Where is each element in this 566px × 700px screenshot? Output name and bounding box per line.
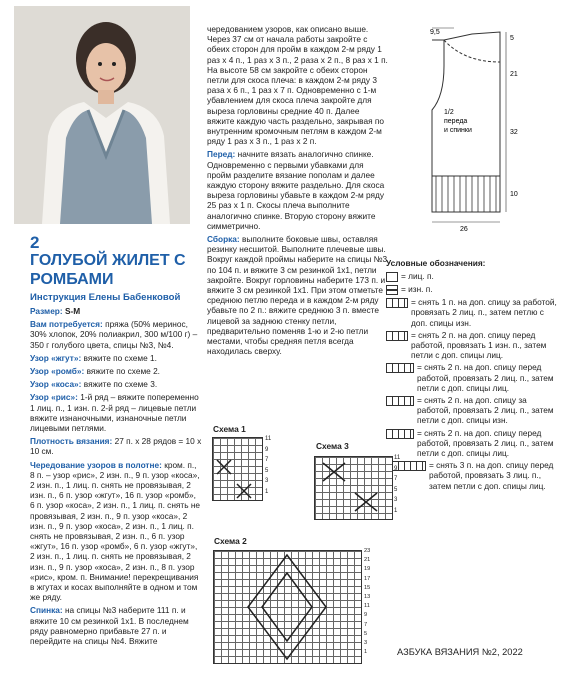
legend-item: = снять 2 п. на доп. спицу перед работой, провязать 2 лиц. п., затем петли с доп. спицы лиц. bbox=[386, 428, 558, 459]
dim-shoulder: 9,5 bbox=[430, 29, 440, 36]
schema-1-grid bbox=[212, 437, 263, 501]
schema-3-rownums: 11 9 7 5 3 1 bbox=[394, 455, 401, 514]
magazine-footer: АЗБУКА ВЯЗАНИЯ №2, 2022 bbox=[397, 647, 523, 657]
legend-item: = снять 2 п. на доп. спицу перед работой, провязать 2 лиц. п., затем петли с доп. спицы лиц. bbox=[386, 362, 558, 393]
legend-item: = снять 2 п. на доп. спицу за работой, провязать 2 лиц. п., затем петли с доп. спицы изн. bbox=[386, 395, 558, 426]
legend-item: = снять 1 п. на доп. спицу за работой, провязать 2 лиц. п., затем петлю с доп. спицы изн. bbox=[386, 297, 558, 328]
dim-armhole: 21 bbox=[510, 71, 518, 78]
legend-item: = лиц. п. bbox=[386, 271, 558, 282]
instructions-column-2: чередованием узоров, как описано выше. Через 37 см от начала работы закройте с обеих сторон для пройм в каждом 2-м ряду 1 раз х 4 п., 1 раз х 3 п., 2 раза х 2 п., 8 раз х 1 п. На высоте 58 см закройте с обеих сторон петли для скоса плеча: в каждом 2-м ряду 3 раза х 6 п., 1 раз х 7 п. Одновременно с 1-м убавлением для скоса плеча закройте для выреза горловины средние 40 п. Далее вяжите каждую часть раздельно, закрывая по внутренним кромочным петлям в каждом 2-м ряду 1 раз х 3 п., 1 раз х 2 п. Перед: начните вязать аналогично спинке. Одновременно с первыми убавками для пройм разделите вязание пополам и далее каждую сторону вяжите раздельно. Для скоса выреза горловины убавьте в каждом 2-м ряду 25 раз х 1 п. Скосы плеча выполните аналогично спинке. Вторую сторону вяжите симметрично. Сборка: выполните боковые швы, оставляя резинку несшитой. Выполните плечевые швы. Вокруг каждой проймы наберите на спицы №3 по 104 п. и вяжите 3 см резинкой 1х1, петли закройте. Вокруг горловины наберите 173 п. и вяжите 3 см резинкой 1х1. При этом отметьте среднюю петлю переда и в каждом 2-м ряду убавьте по 2 п.: вяжите среднюю 3 п. вместе лицевой за заднюю стенку петли, предварительно поменяв 1-ю и 2-ю петли местами, чтобы средняя петля всегда находилась сверху. bbox=[207, 24, 388, 357]
legend-item: = снять 3 п. на доп. спицу перед работой, провязать 3 лиц. п., затем петли с доп. спицы лиц. bbox=[386, 460, 558, 491]
pattern-author: Инструкция Елены Бабенковой bbox=[30, 292, 181, 303]
schema-3-grid bbox=[314, 456, 393, 520]
dim-rib: 10 bbox=[510, 191, 518, 198]
schema-2-rownums: 23 21 19 17 15 13 11 9 7 5 3 1 bbox=[364, 548, 371, 656]
schema-1-title: Схема 1 bbox=[213, 424, 246, 434]
schema-1-rownums: 11 9 7 5 3 1 bbox=[265, 436, 272, 495]
legend-title: Условные обозначения: bbox=[386, 258, 486, 268]
instructions-column-1: Размер: S-M Вам потребуется: пряжа (50% меринос, 30% хлопок, 20% полиакрил, 300 м/100 г) – 350 г голубого цвета, спицы №3, №4. Узор «жгут»: вяжите по схеме 1. Узор «ромб»: вяжите по схеме 2. Узор «коса»: вяжите по схеме 3. Узор «рис»: 1-й ряд – вяжите попеременно 1 лиц. п., 1 изн. п. 2-й ряд – лицевые петли вяжите изнаночными, изнаночные петли лицевыми петлями. Плотность вязания: 27 п. х 28 рядов = 10 х 10 см. Чередование узоров в полотне: кром. п., 8 п. – узор «рис», 2 изн. п., 9 п. узор «коса», 2 изн. п., 1 лиц. п. снять не провязывая, 2 изн. п., 6 п. узор «жгут», 16 п. узор «ромб», 6 п. узор «коса», 2 изн. п., 1 лиц. п. снять не провязывая, 2 изн. п., 9 п. узор «коса», 2 изн. п., 9 п. узор «коса», 2 изн. п., 1 лиц. п. снять не провязывая, 2 изн. п., 6 п. узор «жгут», 16 п. узор «ромб», 6 п. узор «жгут», 2 изн. п., 1 лиц. п. снять не провязывая, 2 изн. п., 9 п. узор «коса», 2 изн. п., 8 п. узор «рис», кром. п. Внимание! перекрещивания в жгутах и косах выполняйте в одном и том же ряду. Спинка: на спицы №3 наберите 111 п. и вяжите 10 см резинкой 1х1. В последнем ряду равномерно прибавьте 27 п. и перейдите на спицы №4. Вяжите bbox=[30, 306, 202, 647]
legend-item: = изн. п. bbox=[386, 284, 558, 295]
pattern-title: ГОЛУБОЙ ЖИЛЕТ С РОМБАМИ bbox=[30, 252, 186, 288]
schema-2-title: Схема 2 bbox=[214, 536, 247, 546]
garment-diagram bbox=[404, 26, 554, 236]
diagram-label-3: и спинки bbox=[444, 127, 472, 134]
schema-2-grid bbox=[213, 550, 362, 664]
model-photo bbox=[14, 6, 190, 224]
dim-top: 5 bbox=[510, 35, 514, 42]
diagram-label-2: переда bbox=[444, 118, 468, 125]
schema-3-title: Схема 3 bbox=[316, 441, 349, 451]
dim-body: 32 bbox=[510, 129, 518, 136]
legend bbox=[386, 258, 558, 493]
diagram-label-1: 1/2 bbox=[444, 109, 454, 116]
dim-width: 26 bbox=[460, 226, 468, 233]
legend-item: = снять 2 п. на доп. спицу перед работой, провязать 1 изн. п., затем петли с доп. спицы лиц. bbox=[386, 330, 558, 361]
pattern-number: 2 bbox=[30, 233, 40, 252]
